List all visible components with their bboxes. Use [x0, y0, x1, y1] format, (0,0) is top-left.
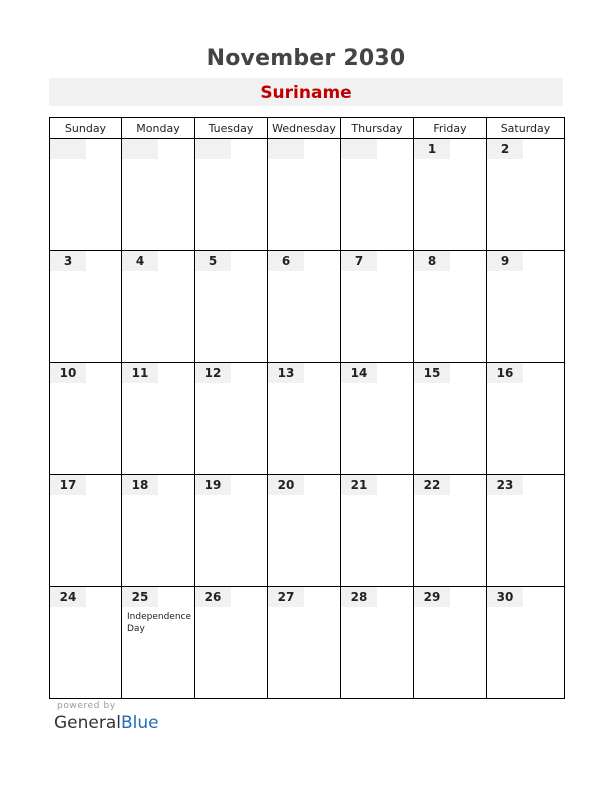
- day-number: 28: [341, 587, 377, 607]
- day-cell: [50, 251, 122, 363]
- day-number: 10: [50, 363, 86, 383]
- day-cell: [341, 139, 414, 251]
- day-cell: [414, 363, 487, 475]
- day-cell: [195, 363, 268, 475]
- day-cell: [122, 363, 195, 475]
- day-cell: [195, 251, 268, 363]
- day-number: 19: [195, 475, 231, 495]
- day-number: 20: [268, 475, 304, 495]
- day-number: 30: [487, 587, 523, 607]
- day-cell: [122, 587, 195, 699]
- day-number: [268, 139, 304, 159]
- day-number: 29: [414, 587, 450, 607]
- day-cell: [195, 587, 268, 699]
- day-number: 17: [50, 475, 86, 495]
- day-number: 9: [487, 251, 523, 271]
- day-cell: [122, 251, 195, 363]
- brand-name-blue: Blue: [121, 713, 159, 733]
- day-cell: [414, 475, 487, 587]
- day-number: 21: [341, 475, 377, 495]
- country-name: Suriname: [260, 83, 352, 103]
- day-cell: [50, 587, 122, 699]
- weekday-wednesday: Wednesday: [268, 118, 341, 139]
- day-number: 24: [50, 587, 86, 607]
- page-title: November 2030: [206, 46, 406, 71]
- day-cell: [50, 475, 122, 587]
- day-cell: [487, 475, 565, 587]
- day-cell: [341, 475, 414, 587]
- day-cell: [268, 475, 341, 587]
- day-number: 5: [195, 251, 231, 271]
- day-number: 27: [268, 587, 304, 607]
- country-banner: [49, 78, 563, 106]
- day-number: 18: [122, 475, 158, 495]
- day-cell: [414, 139, 487, 251]
- calendar-grid: [49, 117, 565, 699]
- day-number: 4: [122, 251, 158, 271]
- day-cell: [414, 251, 487, 363]
- weekday-header-row: [50, 118, 565, 139]
- powered-by-text: powered by: [57, 701, 116, 711]
- day-number: 26: [195, 587, 231, 607]
- day-number: 22: [414, 475, 450, 495]
- day-cell: [195, 475, 268, 587]
- week-row: [50, 139, 565, 251]
- day-cell: [487, 363, 565, 475]
- day-cell: [268, 139, 341, 251]
- day-number: [341, 139, 377, 159]
- day-number: 25: [122, 587, 158, 607]
- holiday-label: Independence Day: [127, 612, 192, 634]
- day-cell: [341, 587, 414, 699]
- day-number: 13: [268, 363, 304, 383]
- day-number: 16: [487, 363, 523, 383]
- week-row: [50, 363, 565, 475]
- brand-name-general: General: [54, 713, 121, 733]
- week-row: [50, 587, 565, 699]
- weekday-saturday: Saturday: [487, 118, 565, 139]
- day-cell: [50, 139, 122, 251]
- day-cell: [341, 363, 414, 475]
- day-cell: [122, 139, 195, 251]
- day-cell: [487, 587, 565, 699]
- day-number: 3: [50, 251, 86, 271]
- day-number: 15: [414, 363, 450, 383]
- day-cell: [268, 587, 341, 699]
- day-cell: [487, 139, 565, 251]
- day-number: [122, 139, 158, 159]
- day-number: 8: [414, 251, 450, 271]
- day-cell: [487, 251, 565, 363]
- weekday-monday: Monday: [122, 118, 195, 139]
- week-row: [50, 475, 565, 587]
- day-number: [195, 139, 231, 159]
- day-cell: [195, 139, 268, 251]
- day-cell: [268, 251, 341, 363]
- day-number: 6: [268, 251, 304, 271]
- day-cell: [268, 363, 341, 475]
- week-row: [50, 251, 565, 363]
- day-number: 11: [122, 363, 158, 383]
- day-number: 7: [341, 251, 377, 271]
- day-number: 14: [341, 363, 377, 383]
- generalblue-logo[interactable]: [54, 713, 159, 733]
- day-cell: [341, 251, 414, 363]
- day-cell: [122, 475, 195, 587]
- day-number: [50, 139, 86, 159]
- day-number: 1: [414, 139, 450, 159]
- day-number: 23: [487, 475, 523, 495]
- day-number: 12: [195, 363, 231, 383]
- weekday-sunday: Sunday: [50, 118, 122, 139]
- weekday-friday: Friday: [414, 118, 487, 139]
- day-cell: [414, 587, 487, 699]
- day-cell: [50, 363, 122, 475]
- day-number: 2: [487, 139, 523, 159]
- weekday-tuesday: Tuesday: [195, 118, 268, 139]
- weekday-thursday: Thursday: [341, 118, 414, 139]
